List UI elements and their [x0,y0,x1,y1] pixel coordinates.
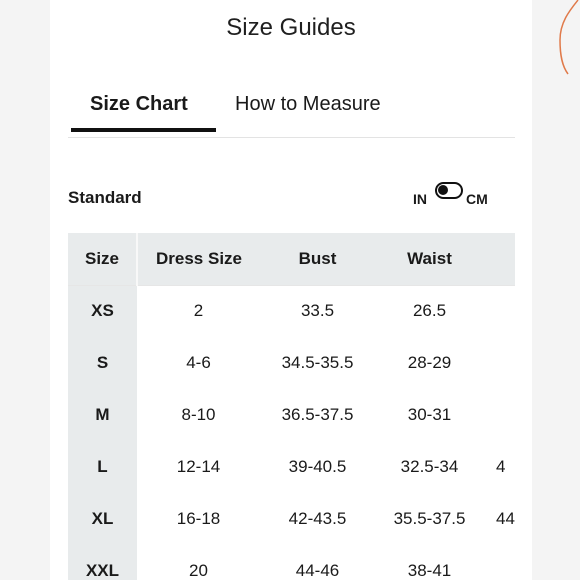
cell-dress-size: 2 [193,301,204,321]
cell-bust: 39-40.5 [288,457,347,476]
tab-how-to-measure[interactable]: How to Measure [235,93,381,115]
cell-hip [484,389,515,441]
cell-bust: 42-43.5 [288,509,347,528]
cell-dress-size: 4-6 [186,353,211,372]
table-row [68,493,515,545]
size-guide-modal [50,0,532,580]
cell-hip [484,285,515,337]
cell-waist: 28-29 [407,353,452,372]
tab-bar [68,80,515,138]
header-bust: Bust [260,233,375,285]
table-row [68,285,515,337]
cell-size: XXL [68,545,137,580]
cell-dress-size: 20 [189,561,208,580]
unit-toggle-switch[interactable] [435,182,463,199]
unit-label-cm: CM [466,191,488,207]
cell-waist: 26.5 [412,301,447,321]
header-waist: Waist [375,233,484,285]
cell-size: M [68,389,137,441]
backdrop-left [0,0,50,580]
cell-hip [484,545,515,580]
cell-waist: 32.5-34 [400,457,459,476]
cell-size: S [68,337,137,389]
table-row [68,545,515,580]
size-table-scroll[interactable] [68,233,515,580]
toggle-knob [438,185,448,195]
active-tab-indicator [71,128,216,132]
cell-bust: 33.5 [300,301,335,321]
cell-size: XS [68,285,137,337]
unit-toggle [413,182,495,208]
cell-bust: 34.5-35.5 [281,353,354,372]
cell-bust: 44-46 [295,561,340,580]
cell-dress-size: 12-14 [176,457,221,476]
cell-size: L [68,441,137,493]
cell-hip: 44 [496,509,515,528]
cell-waist: 38-41 [407,561,452,580]
table-row [68,441,515,493]
cell-waist: 35.5-37.5 [393,509,466,528]
cell-hip [484,337,515,389]
cell-dress-size: 16-18 [176,509,221,528]
section-label-standard: Standard [68,188,142,207]
backdrop-right [532,0,580,580]
cell-bust: 36.5-37.5 [281,405,354,424]
cell-size: XL [68,493,137,545]
table-header-row [68,233,515,285]
header-dress-size: Dress Size [137,233,260,285]
table-row [68,337,515,389]
header-hip [484,233,515,285]
cell-hip: 4 [496,457,506,476]
modal-title: Size Guides [226,14,356,41]
size-table [68,233,515,580]
header-size: Size [68,233,137,285]
tab-size-chart[interactable]: Size Chart [90,93,188,115]
cell-waist: 30-31 [407,405,452,424]
cell-dress-size: 8-10 [181,405,216,424]
table-row [68,389,515,441]
unit-label-in: IN [413,191,427,207]
